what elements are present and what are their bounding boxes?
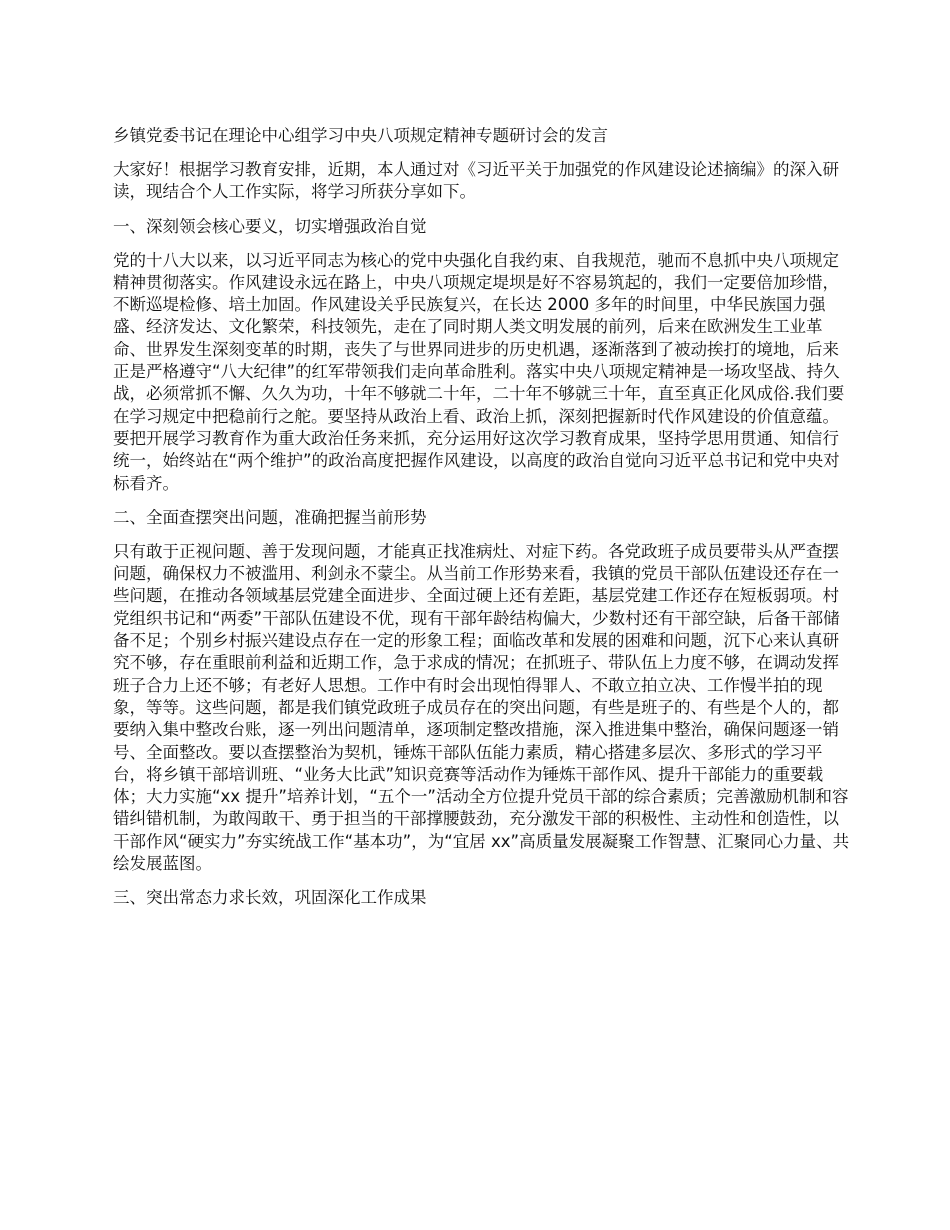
document-body xyxy=(113,124,855,921)
section-2-paragraph: 只有敢于正视问题、善于发现问题，才能真正找准病灶、对症下药。各党政班子成员要带头从严查摆问题，确保权力不被滥用、利剑永不蒙尘。从当前工作形势来看，我镇的党员干部队伍建设还存在一些问题，在推动各领域基层党建全面进步、全面过硬上还有差距，基层党建工作还存在短板弱项。村党组织书记和“两委”干部队伍建设不优，现有干部年龄结构偏大，少数村还有干部空缺，后备干部储备不足；个别乡村振兴建设点存在一定的形象工程；面临改革和发展的困难和问题，沉下心来认真研究不够，存在重眼前利益和近期工作，急于求成的情况；在抓班子、带队伍上力度不够，在调动发挥班子合力上还不够；有老好人思想。工作中有时会出现怕得罪人、不敢立拍立决、工作慢半拍的现象，等等。这些问题，都是我们镇党政班子成员存在的突出问题，有些是班子的、有些是个人的，都要纳入集中整改台账，逐一列出问题清单，逐项制定整改措施，深入推进集中整治，确保问题逐一销号、全面整改。要以查摆整治为契机，锤炼干部队伍能力素质，精心搭建多层次、多形式的学习平台，将乡镇干部培训班、“业务大比武”知识竞赛等活动作为锤炼干部作风、提升干部能力的重要载体；大力实施“xx 提升”培养计划，“五个一”活动全方位提升党员干部的综合素质；完善激励机制和容错纠错机制，为敢闯敢干、勇于担当的干部撑腰鼓劲，充分激发干部的积极性、主动性和创造性，以干部作风“硬实力”夯实统战工作“基本功”，为“宜居 xx”高质量发展凝聚工作智慧、汇聚同心力量、共绘发展蓝图。 xyxy=(113,541,850,874)
intro-paragraph: 大家好！根据学习教育安排，近期，本人通过对《习近平关于加强党的作风建设论述摘编》的深入研读，现结合个人工作实际，将学习所获分享如下。 xyxy=(113,160,839,202)
section-1-heading: 一、深刻领会核心要义，切实增强政治自觉 xyxy=(113,216,427,236)
section-2-heading: 二、全面查摆突出问题，准确把握当前形势 xyxy=(113,507,427,527)
section-3-heading: 三、突出常态力求长效，巩固深化工作成果 xyxy=(113,888,427,908)
section-1-paragraph: 党的十八大以来，以习近平同志为核心的党中央强化自我约束、自我规范，驰而不息抓中央八项规定精神贯彻落实。作风建设永远在路上，中央八项规定堤坝是好不容易筑起的，我们一定要倍加珍惜，不断巡堤检修、培土加固。作风建设关乎民族复兴，在长达 2000 多年的时间里，中华民族国力强盛、经济发达、文化繁荣，科技领先，走在了同时期人类文明发展的前列，后来在欧洲发生工业革命、世界发生深刻变革的时期，丧失了与世界同进步的历史机遇，逐渐落到了被动挨打的境地，后来正是严格遵守“八大纪律”的红军带领我们走向革命胜利。落实中央八项规定精神是一场攻坚战、持久战，必须常抓不懈、久久为功，十年不够就二十年，二十年不够就三十年，直至真正化风成俗.我们要在学习规定中把稳前行之舵。要坚持从政治上看、政治上抓，深刻把握新时代作风建设的价值意蕴。要把开展学习教育作为重大政治任务来抓，充分运用好这次学习教育成果，坚持学思用贯通、知信行统一，始终站在“两个维护”的政治高度把握作风建设，以高度的政治自觉向习近平总书记和党中央对标看齐。 xyxy=(113,250,845,493)
document-title: 乡镇党委书记在理论中心组学习中央八项规定精神专题研讨会的发言 xyxy=(113,126,608,145)
